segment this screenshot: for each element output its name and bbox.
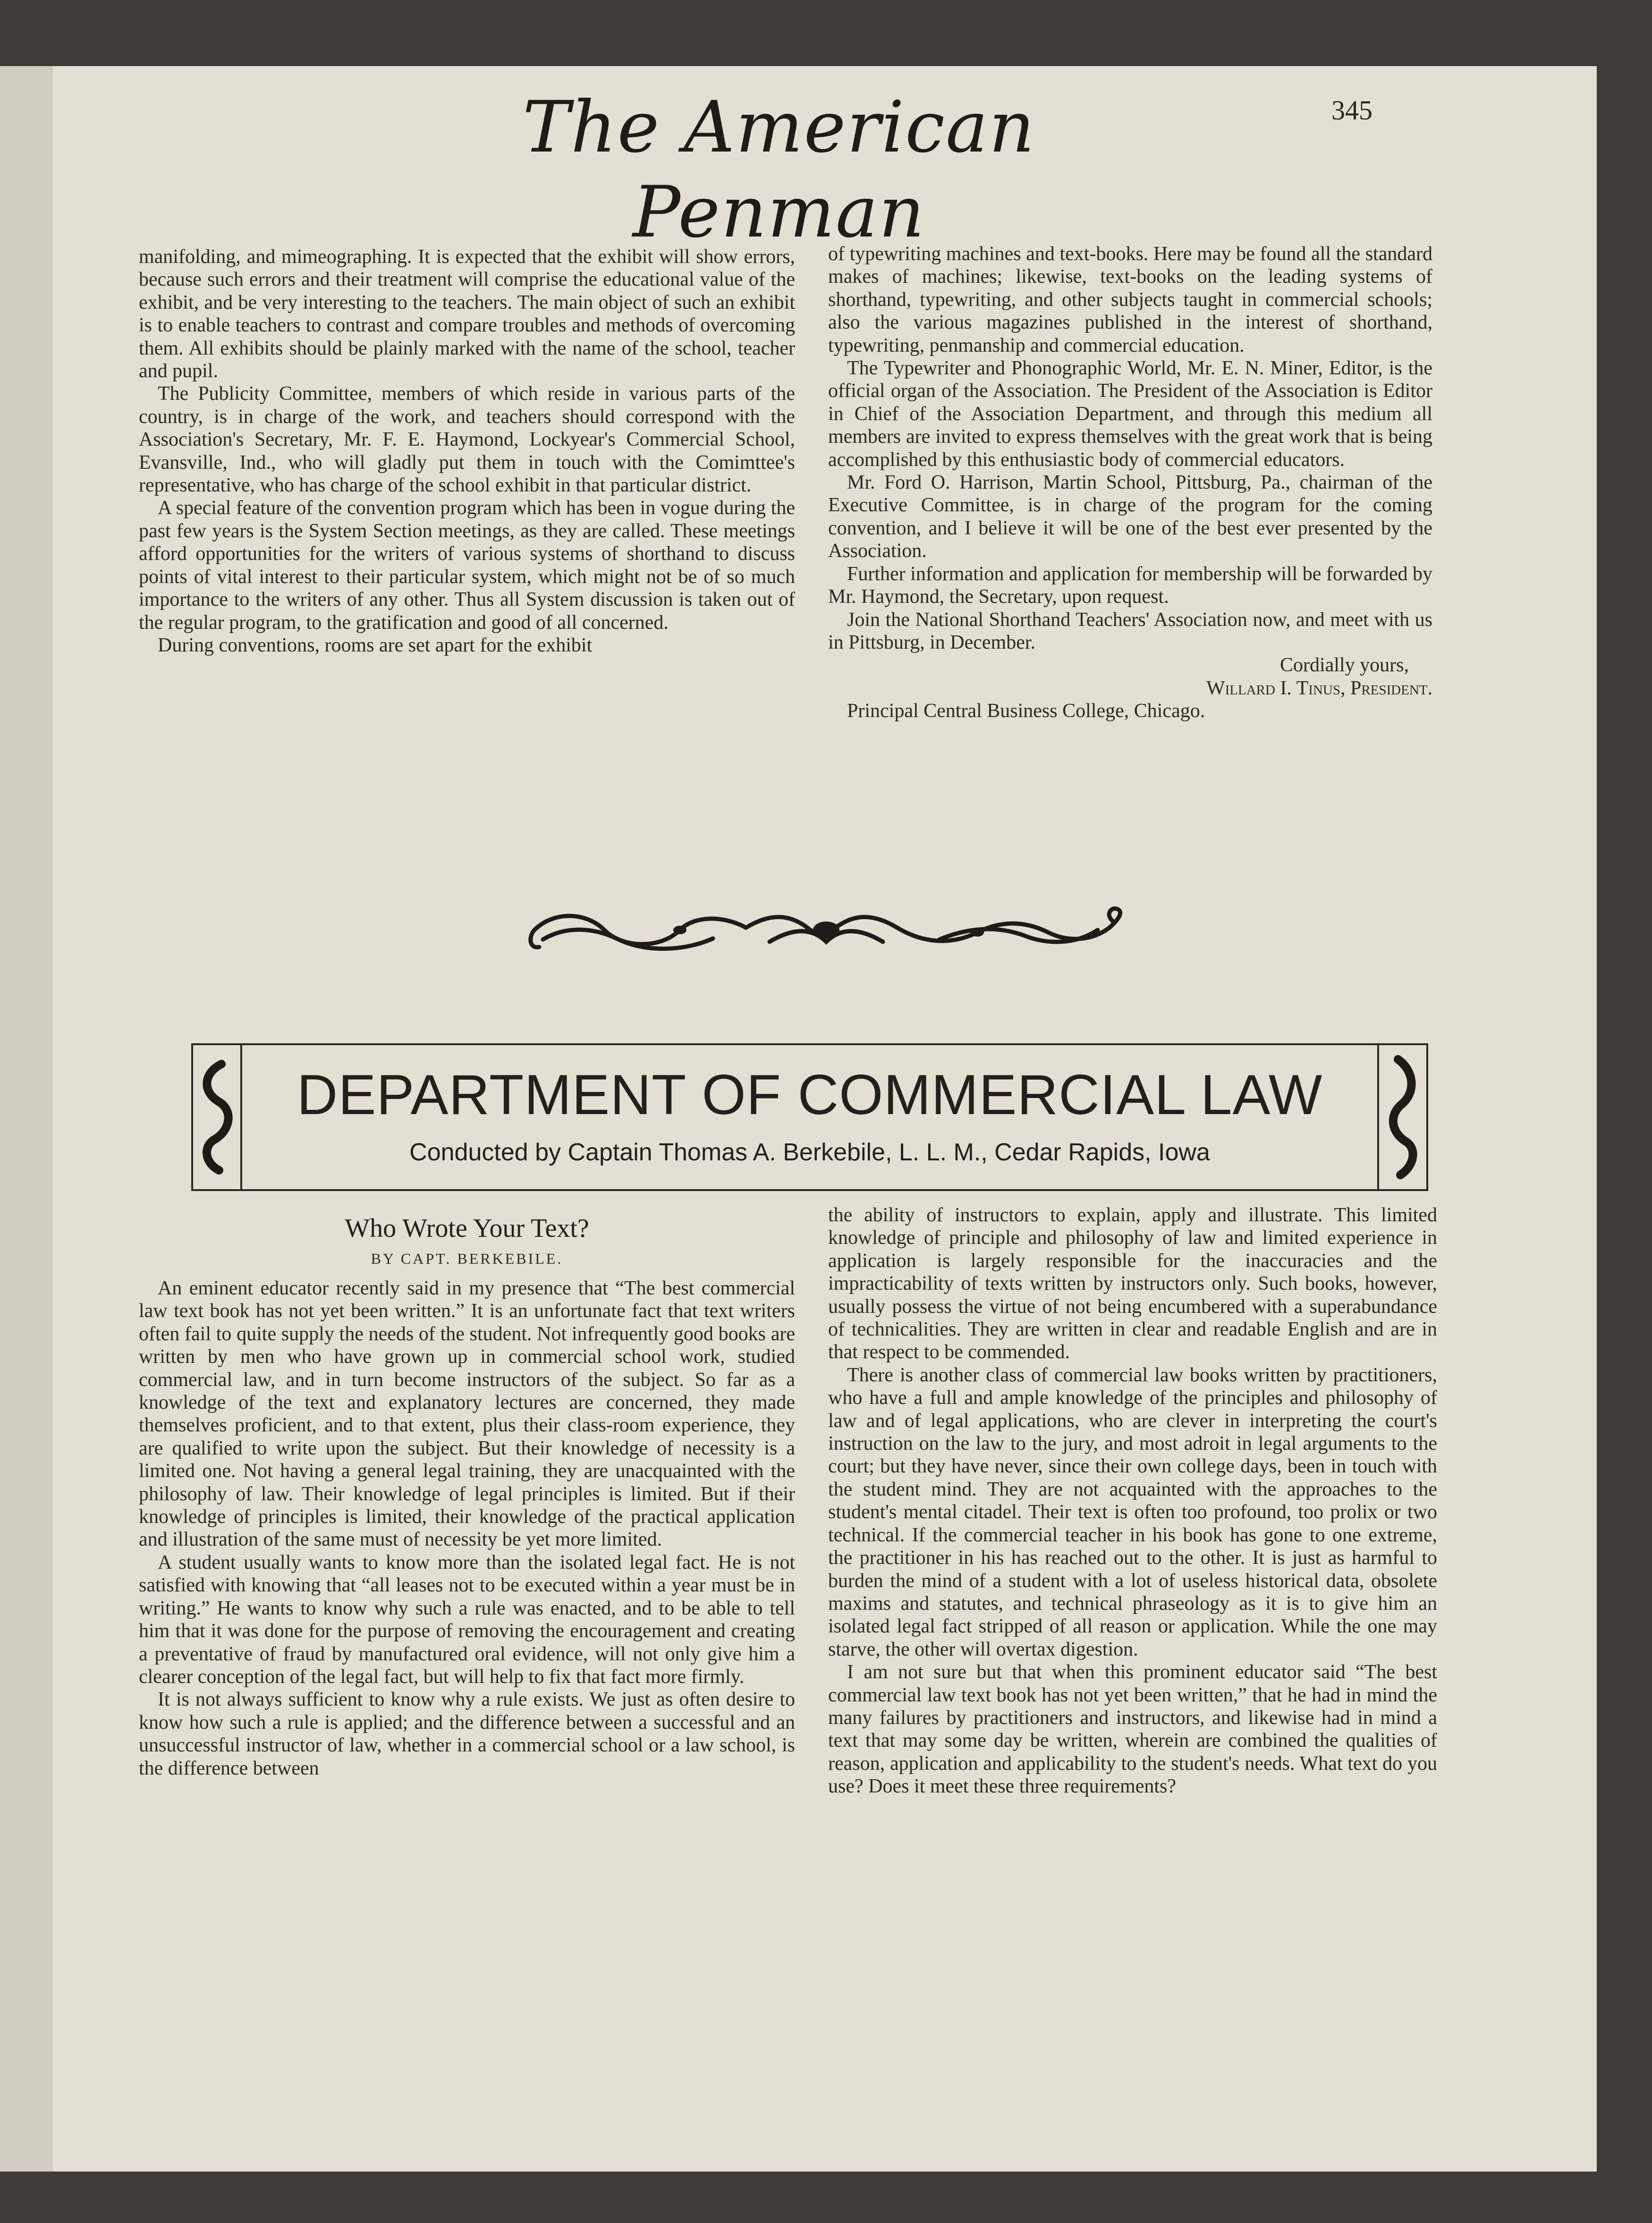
right-ornament-panel [1377,1045,1428,1189]
paragraph: A special feature of the convention program which has been in vogue during the past few years is the System Section meetings, as they are called. These meetings afford opportunities for the writers of various systems of shorthand to discuss points of vital interest to their particular system, which might not be of so much importance to the writers of any other. Thus all System discussion is taken out of the regular program, to the gratification and good of all concerned. [139,497,795,634]
principal-line: Principal Central Business College, Chicago. [847,700,1205,722]
article-byline: BY CAPT. BERKEBILE. [371,1250,563,1267]
department-title: DEPARTMENT OF COMMERCIAL LAW [297,1063,1323,1126]
left-ornament-panel [191,1045,242,1189]
paragraph: A student usually wants to know more than the isolated legal fact. He is not satisfied with knowing that “all leases not to be executed within a year must be in writing.” He wants to know why such a rule was enacted, and to be able to tell him that it was done for the purpose of removing the encouragement and creating a preventative of fraud by manufactured oral evidence, will not only give him a clearer conception of the legal fact, but will help to fix that fact more firmly. [139,1551,795,1688]
paragraph: of typewriting machines and text-books. Here may be found all the standard makes of machines; likewise, text-books on the leading systems of shorthand, typewriting, and other subjects taught in commercial schools; also the various magazines published in the interest of shorthand, typewriting, penmanship and commercial education. [828,243,1432,356]
paragraph: the ability of instructors to explain, apply and illustrate. This limited knowledge of principle and philosophy of law and limited experience in application is largely responsible for the inaccuracies and the impracticability of texts written by instructors only. Such books, however, usually possess the virtue of not being encumbered with a superabundance of technicalities. They are written in clear and readable English and are in that respect to be commended. [828,1204,1437,1363]
page-number: 345 [1331,95,1372,126]
masthead-title: The American Penman [522,86,1036,254]
article-left-column [139,1277,795,1780]
decorative-scroll-ornament [524,902,1128,958]
paragraph: Mr. Ford O. Harrison, Martin School, Pittsburg, Pa., chairman of the Executive Committee, is in charge of the program for the coming convention, and I believe it will be one of the best ever presented by the Association. [828,472,1432,562]
paragraph: An eminent educator recently said in my presence that “The best commercial law text book has not yet been written.” It is an unfortunate fact that text writers often fail to quite supply the needs of the student. Not infrequently good books are written by men who have grown up in commercial school work, studied commercial law, and in turn become instructors of the subject. So far as a knowledge of the text and explanatory lectures are concerned, they made themselves proficient, and to that extent, plus their class-room experience, they are qualified to write upon the subject. But their knowledge of necessity is a limited one. Not having a general legal training, they are unacquainted with the philosophy of law. Their knowledge of legal principles is limited. But if their knowledge of principles is limited, their knowledge of the practical application and illustration of the same must of necessity be yet more limited. [139,1277,795,1551]
paragraph: Join the National Shorthand Teachers' Association now, and meet with us in Pittsburg, in December. [828,609,1432,653]
paragraph: The Publicity Committee, members of which reside in various parts of the country, is in charge of the work, and teachers should correspond with the Association's Secretary, Mr. F. E. Haymond, Lockyear's Commercial School, Evansville, Ind., who will gladly put them in touch with the Comimttee's representative, who has charge of the school exhibit in that particular district. [139,383,795,497]
article-right-column [828,1204,1437,1798]
department-header-box [191,1043,1428,1191]
facing-page-edge [0,66,53,2172]
paragraph: I am not sure but that when this prominent educator said “The best commercial law text book has not yet been written,” that he had in mind the many failures by practitioners and instructors, and likewise had in mind a text that may some day be written, wherein are combined the qualities of reason, application and applicability to the student's needs. What text do you use? Does it meet these three requirements? [828,1661,1437,1798]
paragraph: During conventions, rooms are set apart for the exhibit [158,634,593,656]
paragraph: There is another class of commercial law books written by practitioners, who have a full and ample knowledge of the principles and philosophy of law and of legal applications, who are clever in interpreting the court's instruction on the law to the jury, and most adroit in legal arguments to the court; but they have never, since their own college days, been in touch with the student mind. They are not acquainted with the approaches to the student's mental citadel. Their text is often too profound, too prolix or two technical. If the commercial teacher in his book has gone to one extreme, the practitioner in his has reached out to the other. It is just as harmful to burden the mind of a student with a lot of useless historical data, obsolete maxims and statutes, and technical phraseology as it is to give him an isolated legal fact stripped of all reason or application. While the one may starve, the other will overtax digestion. [828,1364,1437,1660]
signature: Willard I. Tinus, President. [1206,677,1432,699]
article-title: Who Wrote Your Text? [345,1214,589,1243]
top-right-column [828,243,1432,723]
paragraph: Further information and application for membership will be forwarded by Mr. Haymond, the Secretary, upon request. [828,563,1432,608]
paragraph: It is not always sufficient to know why a rule exists. We just as often desire to know how such a rule is applied; and the difference between a successful and an unsuccessful instructor of law, whether in a commercial school or a law school, is the difference between [139,1689,795,1779]
paragraph: manifolding, and mimeographing. It is expected that the exhibit will show errors, because such errors and their treatment will comprise the educational value of the exhibit, and be very interesting to the teachers. The main object of such an exhibit is to enable teachers to contrast and compare troubles and methods of overcoming them. All exhibits should be plainly marked with the name of the school, teacher and pupil. [139,246,795,382]
top-left-column [139,245,795,657]
paragraph: The Typewriter and Phonographic World, Mr. E. N. Miner, Editor, is the official organ of the Association. The President of the Association is Editor in Chief of the Association Department, and through this medium all members are invited to express themselves with the great work that is being accomplished by this enthusiastic body of commercial educators. [828,357,1432,471]
closing: Cordially yours, [1280,654,1409,676]
s-curve-ornament-icon [193,1045,240,1189]
s-curve-ornament-icon [1379,1045,1426,1189]
masthead [425,85,1133,254]
department-subtitle: Conducted by Captain Thomas A. Berkebile, L. L. M., Cedar Rapids, Iowa [409,1139,1210,1166]
